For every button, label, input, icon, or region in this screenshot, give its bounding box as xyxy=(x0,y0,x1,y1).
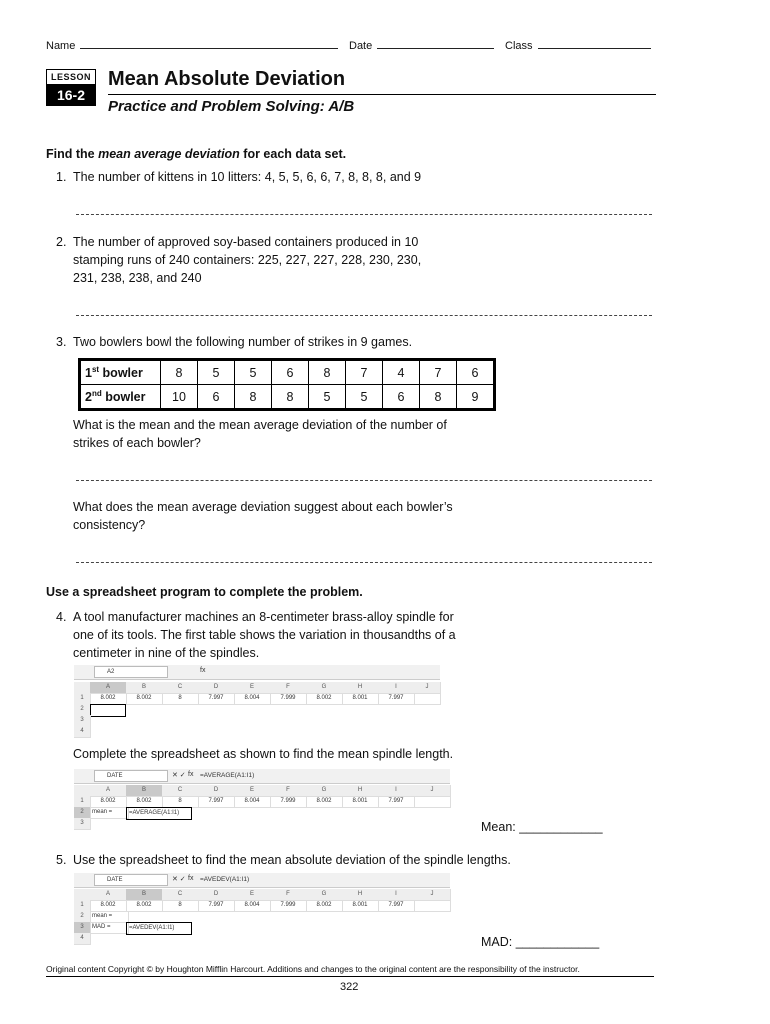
col-header[interactable]: H xyxy=(342,889,379,901)
col-header[interactable]: A xyxy=(90,889,127,901)
column-header-row xyxy=(74,889,450,900)
col-header[interactable]: H xyxy=(342,682,379,694)
footer-divider xyxy=(46,976,654,977)
section1-emphasis: mean average deviation xyxy=(98,147,240,161)
bowler-table xyxy=(78,358,496,411)
q2-line-3: 231, 238, 238, and 240 xyxy=(73,271,202,285)
q4-number: 4. xyxy=(56,610,67,624)
q3-question-b xyxy=(73,498,453,534)
lesson-number: 16-2 xyxy=(46,85,96,106)
sheet-row xyxy=(74,922,450,933)
formula-bar xyxy=(74,769,450,784)
sheet-cell[interactable]: 8.001 xyxy=(342,693,379,705)
fx-icon: fx xyxy=(200,667,206,674)
col-header[interactable]: J xyxy=(414,785,451,797)
page-subtitle: Practice and Problem Solving: A/B xyxy=(108,98,355,115)
table-cell: 9 xyxy=(457,385,494,409)
col-header[interactable]: G xyxy=(306,889,343,901)
sheet-row xyxy=(74,807,450,818)
q2-line-2: stamping runs of 240 containers: 225, 227, 227, 228, 230, 230, xyxy=(73,253,422,267)
table-cell: 7 xyxy=(420,361,457,385)
row-number: 2 xyxy=(74,911,91,923)
col-header[interactable]: F xyxy=(270,889,307,901)
name-box[interactable]: DATE xyxy=(94,874,168,886)
name-box[interactable]: DATE xyxy=(94,770,168,782)
q3a-answer-line[interactable] xyxy=(76,479,652,481)
q1-text: The number of kittens in 10 litters: 4, 5, 5, 6, 6, 7, 8, 8, 8, and 9 xyxy=(73,170,422,184)
col-header[interactable]: F xyxy=(270,785,307,797)
col-header[interactable]: C xyxy=(162,785,199,797)
column-header-row xyxy=(74,682,440,693)
col-header[interactable]: G xyxy=(306,785,343,797)
col-header[interactable]: A xyxy=(90,785,127,797)
class-label: Class xyxy=(505,40,533,52)
sheet-row xyxy=(74,796,450,807)
selected-cell[interactable]: =AVEDEV(A1:I1) xyxy=(126,922,192,935)
sheet-cell[interactable]: 8.001 xyxy=(342,900,379,912)
q3-ask2-line-2: consistency? xyxy=(73,518,146,532)
q3b-answer-line[interactable] xyxy=(76,561,652,563)
sheet-row xyxy=(74,933,450,944)
sheet-cell[interactable]: 8.002 xyxy=(126,693,163,705)
sheet-cell[interactable]: 8.002 xyxy=(90,900,127,912)
column-header-row xyxy=(74,785,450,796)
q2-number: 2. xyxy=(56,235,67,249)
col-header[interactable]: D xyxy=(198,682,235,694)
sheet-cell[interactable]: 7.997 xyxy=(378,693,415,705)
formula-bar xyxy=(74,873,450,888)
col-header[interactable]: A xyxy=(90,682,127,694)
table-cell: 8 xyxy=(272,385,309,409)
sheet-row xyxy=(74,900,450,911)
row-number: 3 xyxy=(74,715,91,727)
q4-line-3: centimeter in nine of the spindles. xyxy=(73,646,260,660)
row-number: 2 xyxy=(74,704,91,716)
col-header[interactable]: C xyxy=(162,889,199,901)
formula-bar xyxy=(74,665,440,680)
col-header[interactable]: I xyxy=(378,889,415,901)
col-header[interactable]: I xyxy=(378,682,415,694)
table-cell: 8 xyxy=(161,361,198,385)
bowler-row-2 xyxy=(81,385,494,409)
table-cell: 5 xyxy=(235,361,272,385)
lesson-badge xyxy=(46,69,96,106)
mad-answer[interactable]: MAD: ____________ xyxy=(481,935,600,949)
q4-line-2: one of its tools. The first table shows the variation in thousandths of a xyxy=(73,628,456,642)
col-header[interactable]: G xyxy=(306,682,343,694)
q4-line-1: A tool manufacturer machines an 8-centimeter brass-alloy spindle for xyxy=(73,610,454,624)
date-label: Date xyxy=(349,40,373,52)
date-line[interactable] xyxy=(377,39,494,49)
sheet-row xyxy=(74,704,440,715)
table-cell: 5 xyxy=(309,385,346,409)
row-number: 1 xyxy=(74,796,91,808)
table-cell: 5 xyxy=(346,385,383,409)
q5-number: 5. xyxy=(56,853,67,867)
row-number: 3 xyxy=(74,818,91,830)
formula-text[interactable]: =AVERAGE(A1:I1) xyxy=(200,772,255,779)
sheet-row xyxy=(74,726,440,737)
q3-ask1-line-1: What is the mean and the mean average deviation of the number of xyxy=(73,418,447,432)
table-cell: 8 xyxy=(420,385,457,409)
row-number: 1 xyxy=(74,693,91,705)
col-header[interactable]: J xyxy=(414,889,451,901)
sheet-cell[interactable]: 8 xyxy=(162,693,199,705)
section1-suffix: for each data set. xyxy=(239,147,347,161)
q2-line-1: The number of approved soy-based containers produced in 10 xyxy=(73,235,419,249)
col-header[interactable]: I xyxy=(378,785,415,797)
col-header[interactable]: D xyxy=(198,785,235,797)
col-header[interactable]: H xyxy=(342,785,379,797)
sheet-row xyxy=(74,693,440,704)
col-header[interactable]: B xyxy=(126,682,163,694)
sheet-cell[interactable]: 8.004 xyxy=(234,693,271,705)
col-header[interactable]: E xyxy=(234,785,271,797)
sheet-cell[interactable]: 7.997 xyxy=(198,900,235,912)
section1-prefix: Find the xyxy=(46,147,99,161)
name-field xyxy=(46,39,338,52)
table-cell: 5 xyxy=(198,361,235,385)
section2-instructions: Use a spreadsheet program to complete the problem. xyxy=(46,585,363,599)
title-divider xyxy=(108,94,656,95)
q3-ask1-line-2: strikes of each bowler? xyxy=(73,436,201,450)
q1-number: 1. xyxy=(56,170,67,184)
page-number: 322 xyxy=(340,981,359,993)
sheet-cell[interactable]: 8.004 xyxy=(234,900,271,912)
col-header[interactable]: B xyxy=(126,785,163,797)
name-label: Name xyxy=(46,40,76,52)
table-cell: 6 xyxy=(457,361,494,385)
row-number: 4 xyxy=(74,726,91,738)
date-field xyxy=(349,39,494,52)
sheet-cell[interactable]: 7.997 xyxy=(378,900,415,912)
section1-instructions xyxy=(46,147,346,161)
sheet-cell[interactable]: MAD = xyxy=(90,922,129,934)
table-cell: 8 xyxy=(235,385,272,409)
name-box[interactable]: A2 xyxy=(94,666,168,678)
sheet-row xyxy=(74,911,450,922)
q3-number: 3. xyxy=(56,335,67,349)
sheet-cell[interactable]: 7.997 xyxy=(198,693,235,705)
sheet-cell[interactable]: 7.999 xyxy=(270,900,307,912)
sheet-cell[interactable]: mean = xyxy=(90,911,129,923)
cancel-check-icons[interactable]: ✕ ✓ xyxy=(172,876,186,883)
q3-ask2-line-1: What does the mean average deviation suggest about each bowler’s xyxy=(73,500,453,514)
sheet-cell[interactable]: 8.001 xyxy=(342,796,379,808)
sheet-cell[interactable]: 8 xyxy=(162,796,199,808)
q3-question-a xyxy=(73,416,447,452)
q4-complete-text: Complete the spreadsheet as shown to find the mean spindle length. xyxy=(73,747,454,761)
sheet-cell[interactable]: 8 xyxy=(162,900,199,912)
table-cell: 4 xyxy=(383,361,420,385)
sheet-cell[interactable]: 8.004 xyxy=(234,796,271,808)
row-number: 2 xyxy=(74,807,91,819)
table-cell: 10 xyxy=(161,385,198,409)
formula-text[interactable]: =AVEDEV(A1:I1) xyxy=(200,876,250,883)
spreadsheet-2 xyxy=(74,769,450,831)
sheet-cell[interactable]: 8.002 xyxy=(306,900,343,912)
table-cell: 7 xyxy=(346,361,383,385)
page-title: Mean Absolute Deviation xyxy=(108,68,346,90)
copyright-footer: Original content Copyright © by Houghton Mifflin Harcourt. Additions and changes to the original content are the responsibility of the instructor. xyxy=(46,964,580,974)
selected-cell[interactable]: =AVERAGE(A1:I1) xyxy=(126,807,192,820)
sheet-cell[interactable]: 7.997 xyxy=(198,796,235,808)
spreadsheet-1 xyxy=(74,665,440,741)
bowler-2-label: 2nd bowler xyxy=(81,385,161,409)
col-header[interactable]: F xyxy=(270,682,307,694)
spreadsheet-3 xyxy=(74,873,450,945)
name-line[interactable] xyxy=(80,39,338,49)
class-line[interactable] xyxy=(538,39,651,49)
sheet-cell[interactable]: 8.002 xyxy=(90,796,127,808)
row-number: 3 xyxy=(74,922,91,934)
fx-icon: fx xyxy=(188,771,194,778)
sheet-cell[interactable]: 8.002 xyxy=(126,796,163,808)
sheet-row xyxy=(74,715,440,726)
col-header[interactable]: E xyxy=(234,889,271,901)
lesson-label: LESSON xyxy=(46,69,96,85)
sheet-row xyxy=(74,818,450,829)
bowler-row-1 xyxy=(81,361,494,385)
table-cell: 6 xyxy=(198,385,235,409)
col-header[interactable]: D xyxy=(198,889,235,901)
q3-text: Two bowlers bowl the following number of strikes in 9 games. xyxy=(73,335,413,349)
col-header[interactable]: C xyxy=(162,682,199,694)
sheet-cell[interactable]: 7.999 xyxy=(270,693,307,705)
row-number: 1 xyxy=(74,900,91,912)
col-header[interactable]: E xyxy=(234,682,271,694)
row-number: 4 xyxy=(74,933,91,945)
table-cell: 6 xyxy=(272,361,309,385)
q2-answer-line[interactable] xyxy=(76,314,652,316)
sheet-cell[interactable]: 7.997 xyxy=(378,796,415,808)
class-field xyxy=(505,39,651,52)
col-header[interactable]: B xyxy=(126,889,163,901)
sheet-cell[interactable]: mean = xyxy=(90,807,129,819)
fx-icon: fx xyxy=(188,875,194,882)
table-cell: 6 xyxy=(383,385,420,409)
sheet-cell[interactable]: 8.002 xyxy=(90,693,127,705)
sheet-cell[interactable]: 8.002 xyxy=(126,900,163,912)
q5-text: Use the spreadsheet to find the mean absolute deviation of the spindle lengths. xyxy=(73,853,511,867)
sheet-cell[interactable]: 8.002 xyxy=(306,693,343,705)
sheet-cell[interactable]: 8.002 xyxy=(306,796,343,808)
col-header[interactable]: J xyxy=(414,682,441,694)
mean-answer[interactable]: Mean: ____________ xyxy=(481,820,603,834)
bowler-1-label: 1st bowler xyxy=(81,361,161,385)
sheet-cell[interactable]: 7.999 xyxy=(270,796,307,808)
q1-answer-line[interactable] xyxy=(76,213,652,215)
cancel-check-icons[interactable]: ✕ ✓ xyxy=(172,772,186,779)
table-cell: 8 xyxy=(309,361,346,385)
